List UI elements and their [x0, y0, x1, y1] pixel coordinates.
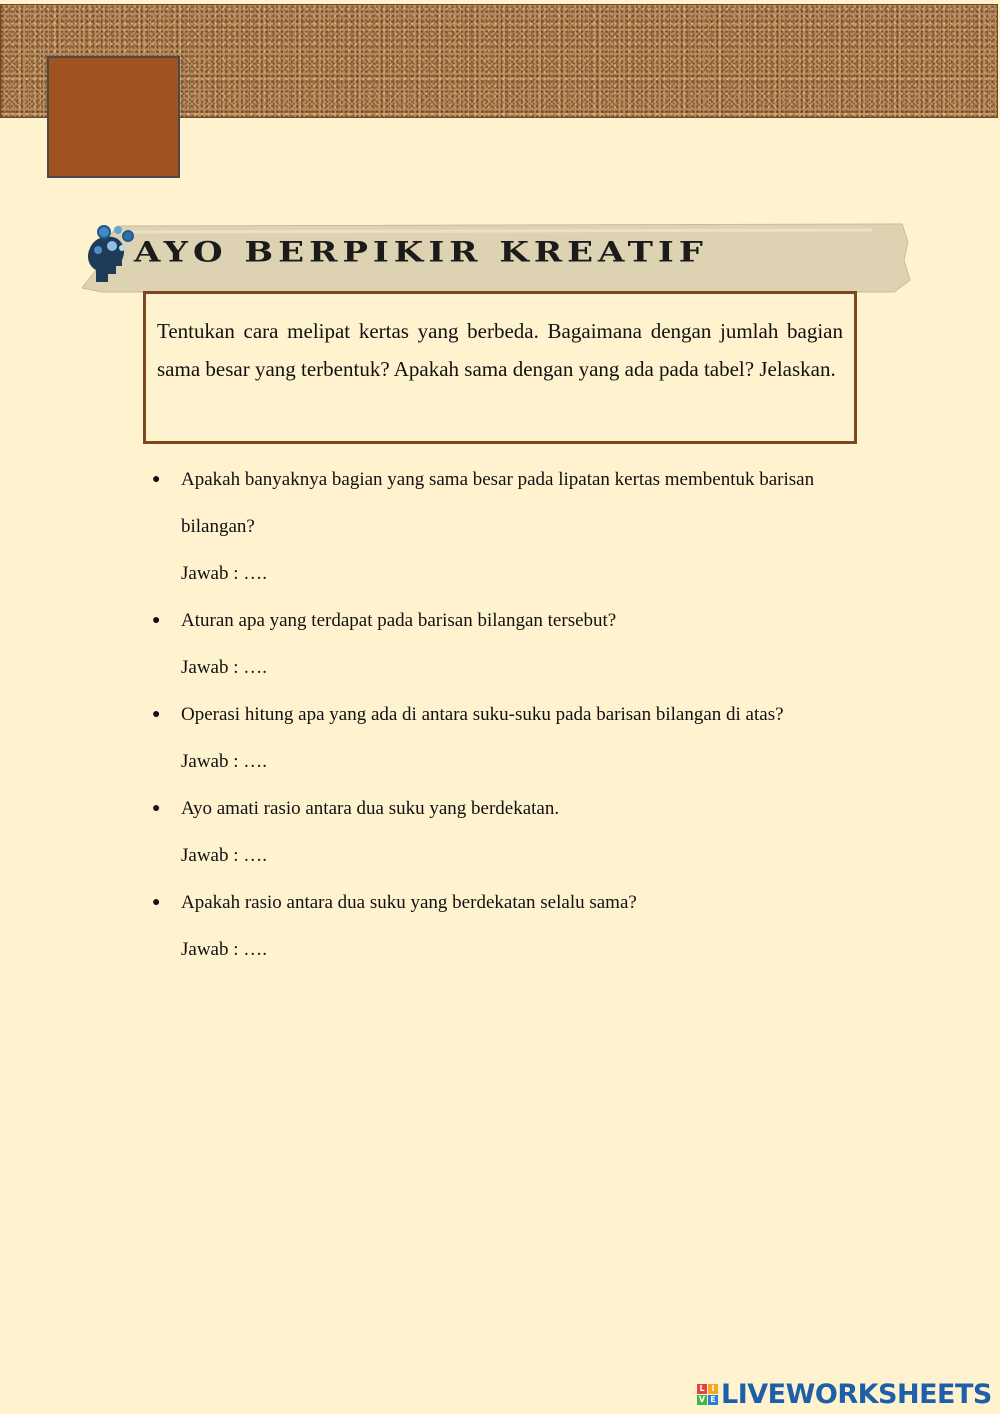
answer-field[interactable]: Jawab : ….	[181, 845, 268, 866]
question-item-4	[150, 785, 870, 879]
logo-text: LIVEWORKSHEETS	[721, 1378, 992, 1410]
answer-field[interactable]: Jawab : ….	[181, 751, 268, 772]
question-item-1	[150, 456, 870, 597]
bullet-icon: ●	[152, 613, 161, 628]
question-text: Apakah banyaknya bagian yang sama besar pada lipatan kertas membentuk barisan	[181, 469, 815, 490]
logo-letter: L	[697, 1384, 707, 1394]
question-text: Aturan apa yang terdapat pada barisan bilangan tersebut?	[181, 610, 617, 631]
prompt-box	[143, 291, 857, 444]
answer-field[interactable]: Jawab : ….	[181, 939, 268, 960]
bullet-icon: ●	[152, 707, 161, 722]
question-text: Apakah rasio antara dua suku yang berdekatan selalu sama?	[181, 892, 637, 913]
page-title: AYO BERPIKIR KREATIF	[134, 236, 708, 269]
logo-letter: V	[698, 1395, 706, 1404]
liveworksheets-logo[interactable]	[697, 1374, 992, 1414]
answer-field[interactable]: Jawab : ….	[181, 657, 268, 678]
prompt-text: Tentukan cara melipat kertas yang berbeda. Bagaimana dengan jumlah bagian sama besar yang terbentuk? Apakah sama dengan yang ada pada tabel? Jelaskan.	[157, 319, 843, 381]
bullet-icon: ●	[152, 472, 161, 487]
question-text: Operasi hitung apa yang ada di antara suku-suku pada barisan bilangan di atas?	[181, 704, 784, 725]
question-text-continued: bilangan?	[181, 516, 255, 537]
question-item-5	[150, 879, 870, 973]
logo-letter: E	[708, 1395, 718, 1405]
question-text: Ayo amati rasio antara dua suku yang berdekatan.	[181, 798, 560, 819]
question-item-2	[150, 597, 870, 691]
decorative-square	[47, 56, 180, 178]
answer-field[interactable]: Jawab : ….	[181, 563, 268, 584]
question-item-3	[150, 691, 870, 785]
logo-grid-icon	[697, 1384, 718, 1405]
question-list	[150, 456, 870, 973]
title-banner	[82, 222, 912, 294]
bullet-icon: ●	[152, 895, 161, 910]
logo-letter: I	[708, 1384, 718, 1394]
thinking-head-icon	[82, 222, 146, 286]
bullet-icon: ●	[152, 801, 161, 816]
